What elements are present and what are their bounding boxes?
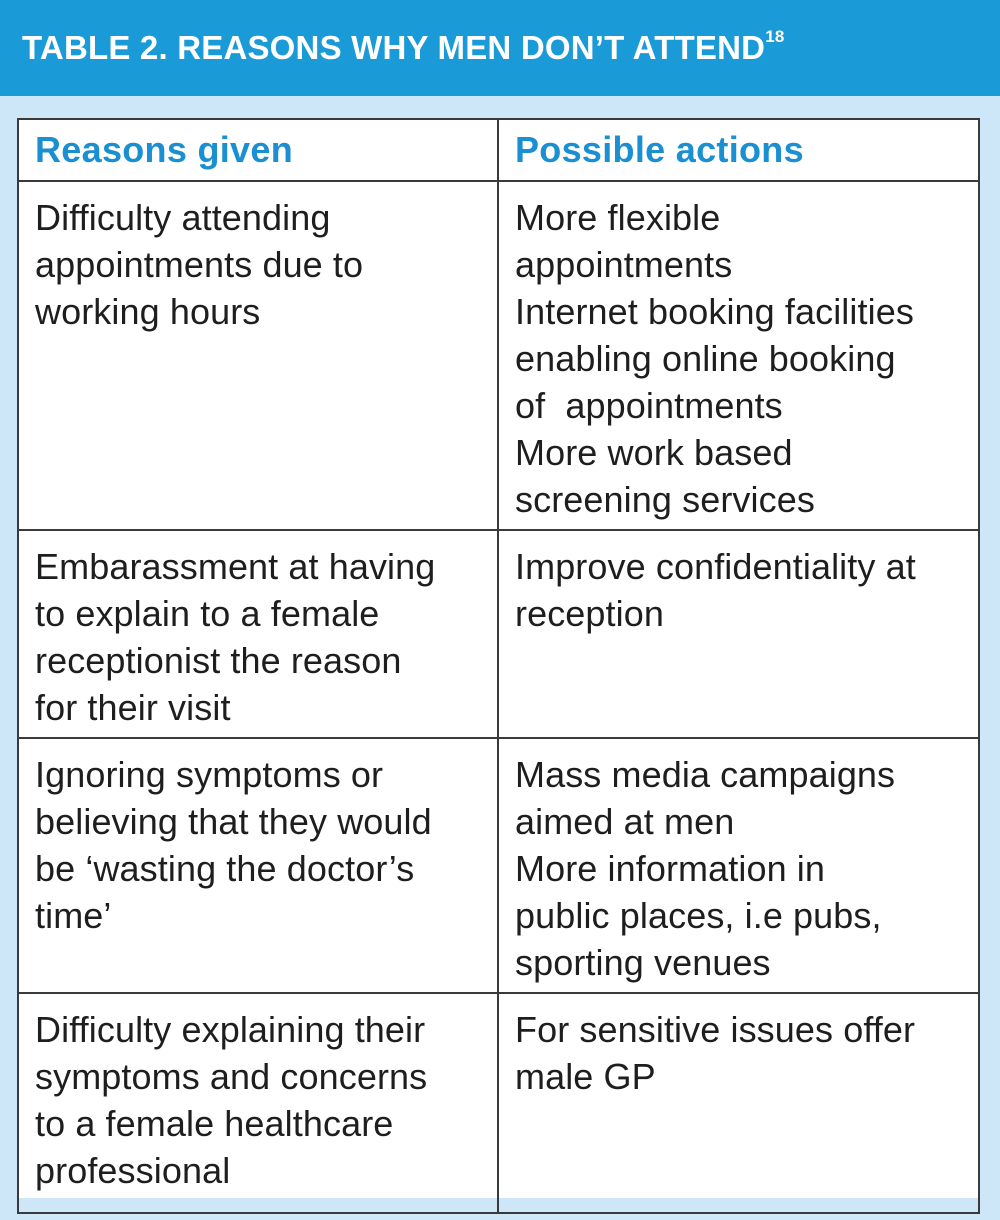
cell-line: More work based bbox=[515, 432, 793, 473]
cell-line: to explain to a female bbox=[35, 593, 380, 634]
cell-line: Mass media campaigns bbox=[515, 754, 896, 795]
cell-line: aimed at men bbox=[515, 801, 735, 842]
cell-line: to a female healthcare bbox=[35, 1103, 394, 1144]
cell-line: enabling online booking bbox=[515, 338, 896, 379]
cell-line: More flexible bbox=[515, 197, 721, 238]
cell-line: professional bbox=[35, 1150, 231, 1191]
cell-line: sporting venues bbox=[515, 942, 771, 983]
cell-line: Difficulty explaining their bbox=[35, 1009, 426, 1050]
cell-line: symptoms and concerns bbox=[35, 1056, 428, 1097]
cell-line: More information in bbox=[515, 848, 826, 889]
reason-cell bbox=[18, 993, 498, 1213]
reason-cell bbox=[18, 738, 498, 993]
table-row bbox=[18, 993, 979, 1213]
cell-line: public places, i.e pubs, bbox=[515, 895, 882, 936]
action-cell bbox=[498, 993, 979, 1213]
table-title-text: TABLE 2. REASONS WHY MEN DON’T ATTEND bbox=[22, 29, 766, 66]
action-cell bbox=[498, 181, 979, 530]
title-bar bbox=[0, 0, 1000, 96]
table-row bbox=[18, 530, 979, 738]
cell-line: time’ bbox=[35, 895, 112, 936]
table-container bbox=[17, 118, 978, 1198]
cell-line: For sensitive issues offer bbox=[515, 1009, 916, 1050]
cell-line: of appointments bbox=[515, 385, 783, 426]
cell-line: Improve confidentiality at bbox=[515, 546, 916, 587]
action-cell bbox=[498, 530, 979, 738]
table-row bbox=[18, 181, 979, 530]
cell-line: for their visit bbox=[35, 687, 231, 728]
footnote-reference: 18 bbox=[765, 27, 785, 46]
cell-line: believing that they would bbox=[35, 801, 432, 842]
cell-line: male GP bbox=[515, 1056, 656, 1097]
reasons-table bbox=[17, 118, 980, 1214]
cell-line: Internet booking facilities bbox=[515, 291, 914, 332]
action-cell bbox=[498, 738, 979, 993]
reason-cell bbox=[18, 181, 498, 530]
cell-line: appointments bbox=[515, 244, 733, 285]
cell-line: reception bbox=[515, 593, 664, 634]
cell-line: appointments due to bbox=[35, 244, 364, 285]
cell-line: Ignoring symptoms or bbox=[35, 754, 384, 795]
cell-line: screening services bbox=[515, 479, 815, 520]
cell-line: be ‘wasting the doctor’s bbox=[35, 848, 415, 889]
column-header-reasons: Reasons given bbox=[18, 119, 498, 181]
table-row bbox=[18, 738, 979, 993]
cell-line: Difficulty attending bbox=[35, 197, 331, 238]
table-title bbox=[22, 29, 785, 66]
cell-line: Embarassment at having bbox=[35, 546, 436, 587]
table-header-row bbox=[18, 119, 979, 181]
cell-line: receptionist the reason bbox=[35, 640, 402, 681]
column-header-actions: Possible actions bbox=[498, 119, 979, 181]
cell-line: working hours bbox=[35, 291, 261, 332]
reason-cell bbox=[18, 530, 498, 738]
